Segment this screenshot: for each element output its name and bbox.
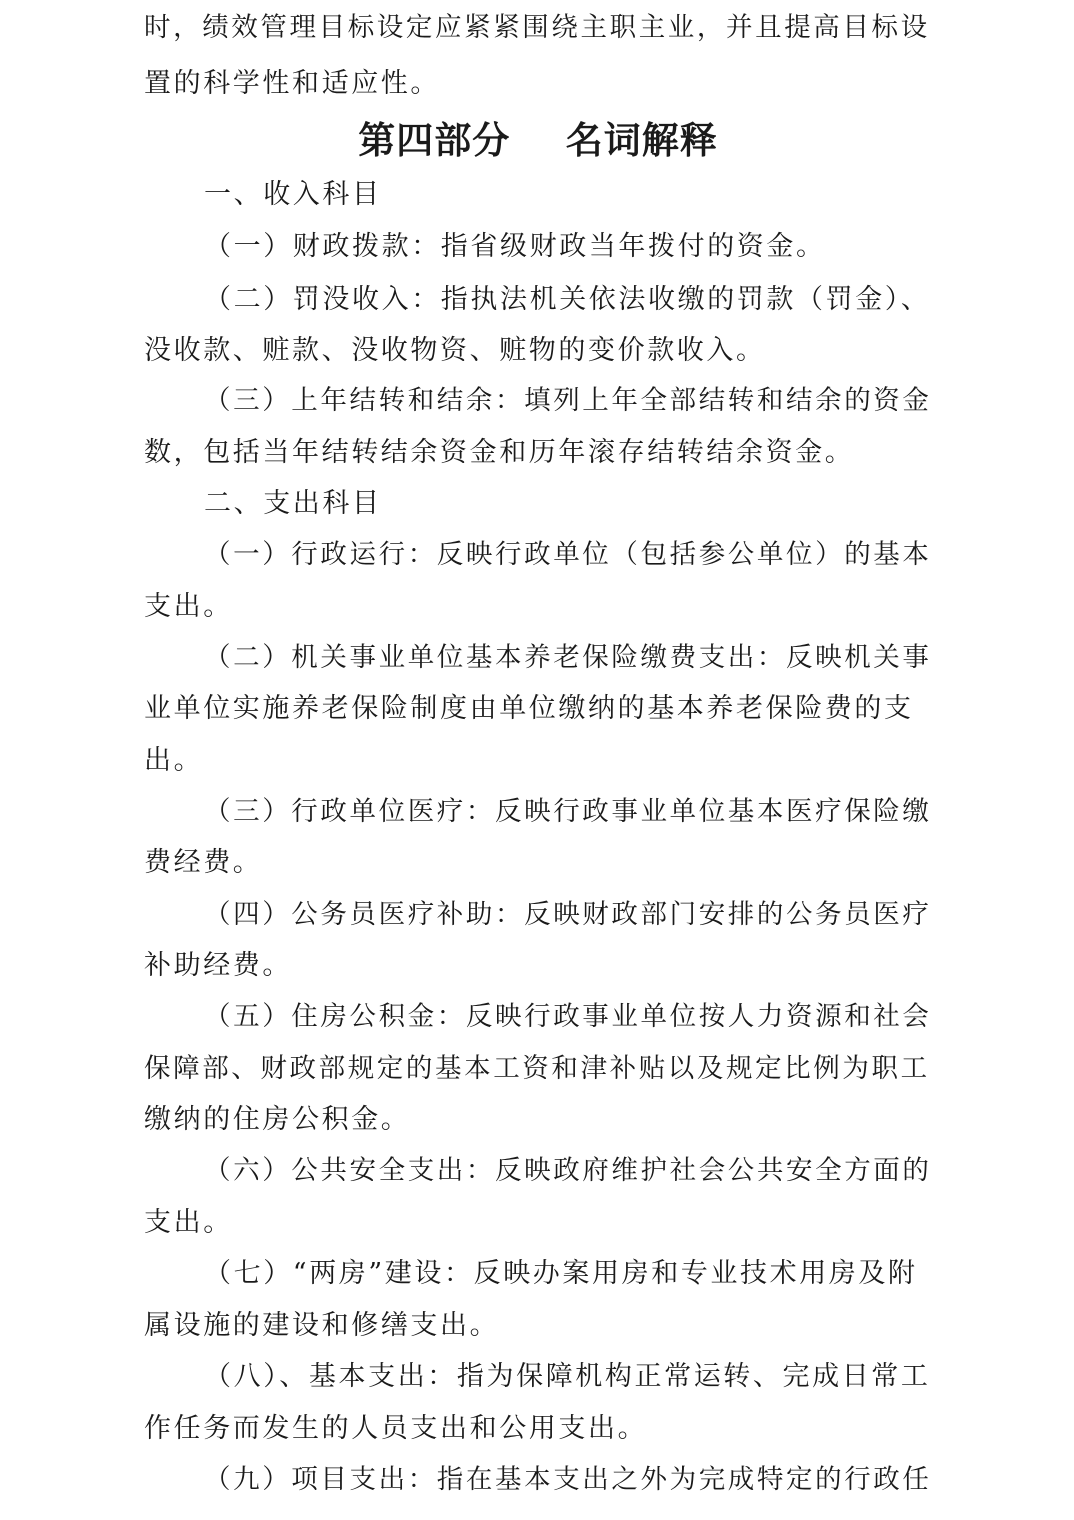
text-line: 支出。 [144,591,233,622]
text-line: （七）“两房”建设：反映办案用房和专业技术用房及附 [204,1258,918,1289]
text-line: （一）财政拨款：指省级财政当年拨付的资金。 [204,231,826,262]
text-line: 出。 [144,745,204,776]
text-line: （四）公务员医疗补助：反映财政部门安排的公务员医疗 [204,899,932,930]
text-line: 缴纳的住房公积金。 [144,1104,411,1135]
text-line: 属设施的建设和修缮支出。 [144,1310,500,1341]
section-title: 第四部分 名词解释 [358,118,718,162]
text-line: （九）项目支出：指在基本支出之外为完成特定的行政任 [204,1464,932,1495]
text-line: （八）、基本支出：指为保障机构正常运转、完成日常工 [204,1361,931,1392]
text-line: 作任务而发生的人员支出和公用支出。 [144,1413,648,1444]
text-line: 时，绩效管理目标设定应紧紧围绕主职主业，并且提高目标设 [144,12,930,43]
text-line: （三）行政单位医疗：反映行政事业单位基本医疗保险缴 [204,796,932,827]
section-heading-income: 一、收入科目 [204,179,382,210]
text-line: （三）上年结转和结余：填列上年全部结转和结余的资金 [204,385,932,416]
text-line: 支出。 [144,1207,233,1238]
text-line: （二）罚没收入：指执法机关依法收缴的罚款（罚金）、 [204,284,931,315]
section-heading-expenditure: 二、支出科目 [204,488,382,519]
text-line: 业单位实施养老保险制度由单位缴纳的基本养老保险费的支 [144,693,914,724]
text-line: 保障部、财政部规定的基本工资和津补贴以及规定比例为职工 [144,1053,930,1084]
text-line: （五）住房公积金：反映行政事业单位按人力资源和社会 [204,1001,932,1032]
text-line: （一）行政运行：反映行政单位（包括参公单位）的基本 [204,539,932,570]
text-line: 没收款、赃款、没收物资、赃物的变价款收入。 [144,335,766,366]
text-line: 数，包括当年结转结余资金和历年滚存结转结余资金。 [144,437,855,468]
text-line: （二）机关事业单位基本养老保险缴费支出：反映机关事 [204,642,932,673]
text-line: 置的科学性和适应性。 [144,68,440,99]
text-line: （六）公共安全支出：反映政府维护社会公共安全方面的 [204,1155,932,1186]
text-line: 费经费。 [144,847,263,878]
text-line: 补助经费。 [144,950,292,981]
